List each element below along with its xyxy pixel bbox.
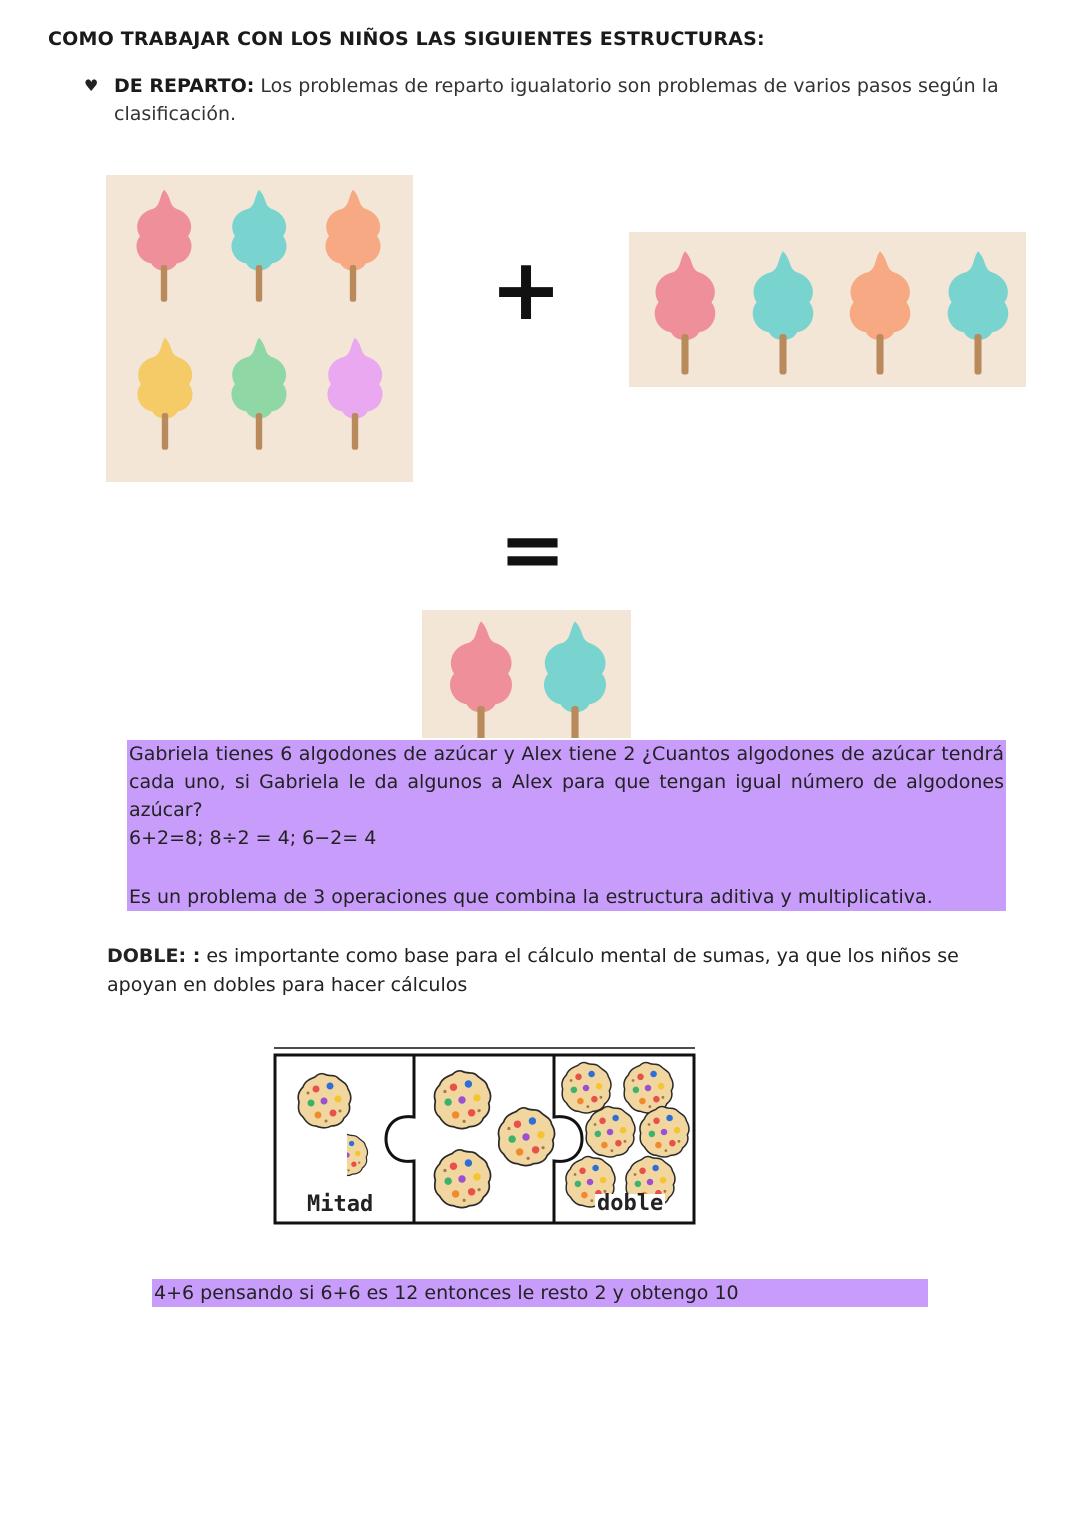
doble-text: es importante como base para el cálculo mental de sumas, ya que los niños se apoyan en dobles para hacer cálculos bbox=[107, 945, 959, 996]
cotton-candy-four-icons bbox=[629, 232, 1026, 387]
problem-highlight bbox=[127, 740, 1006, 911]
reparto-label: DE REPARTO: bbox=[114, 75, 255, 97]
doble-label: DOBLE: : bbox=[107, 945, 201, 967]
example-highlight: 4+6 pensando si 6+6 es 12 entonces le resto 2 y obtengo 10 bbox=[152, 1279, 928, 1307]
plus-symbol: + bbox=[490, 240, 563, 340]
puzzle-label-doble: doble bbox=[597, 1191, 664, 1216]
cotton-candy-result bbox=[422, 610, 631, 738]
cotton-candy-two-icons bbox=[422, 610, 631, 738]
doble-paragraph bbox=[107, 942, 1007, 1000]
reparto-text: Los problemas de reparto igualatorio son problemas de varios pasos según la clasificación. bbox=[114, 75, 999, 125]
mitad-doble-puzzle bbox=[272, 1044, 697, 1226]
reparto-paragraph bbox=[114, 72, 1044, 128]
heart-bullet-icon: ♥ bbox=[84, 76, 99, 95]
problem-conclusion: Es un problema de 3 operaciones que combina la estructura aditiva y multiplicativa. bbox=[129, 886, 933, 908]
puzzle-label-mitad: Mitad bbox=[307, 1192, 374, 1217]
problem-operations: 6+2=8; 8÷2 = 4; 6−2= 4 bbox=[129, 827, 377, 849]
page-title: COMO TRABAJAR CON LOS NIÑOS LAS SIGUIENTES ESTRUCTURAS: bbox=[48, 28, 765, 50]
cotton-candy-group-four bbox=[629, 232, 1026, 387]
cotton-candy-six-icons bbox=[106, 175, 413, 482]
equals-symbol: = bbox=[499, 503, 567, 596]
problem-statement: Gabriela tienes 6 algodones de azúcar y Alex tiene 2 ¿Cuantos algodones de azúcar tendrá cada uno, si Gabriela le da algunos a Alex para que tengan igual número de algodones azúcar? bbox=[129, 743, 1004, 821]
cotton-candy-group-six bbox=[106, 175, 413, 482]
